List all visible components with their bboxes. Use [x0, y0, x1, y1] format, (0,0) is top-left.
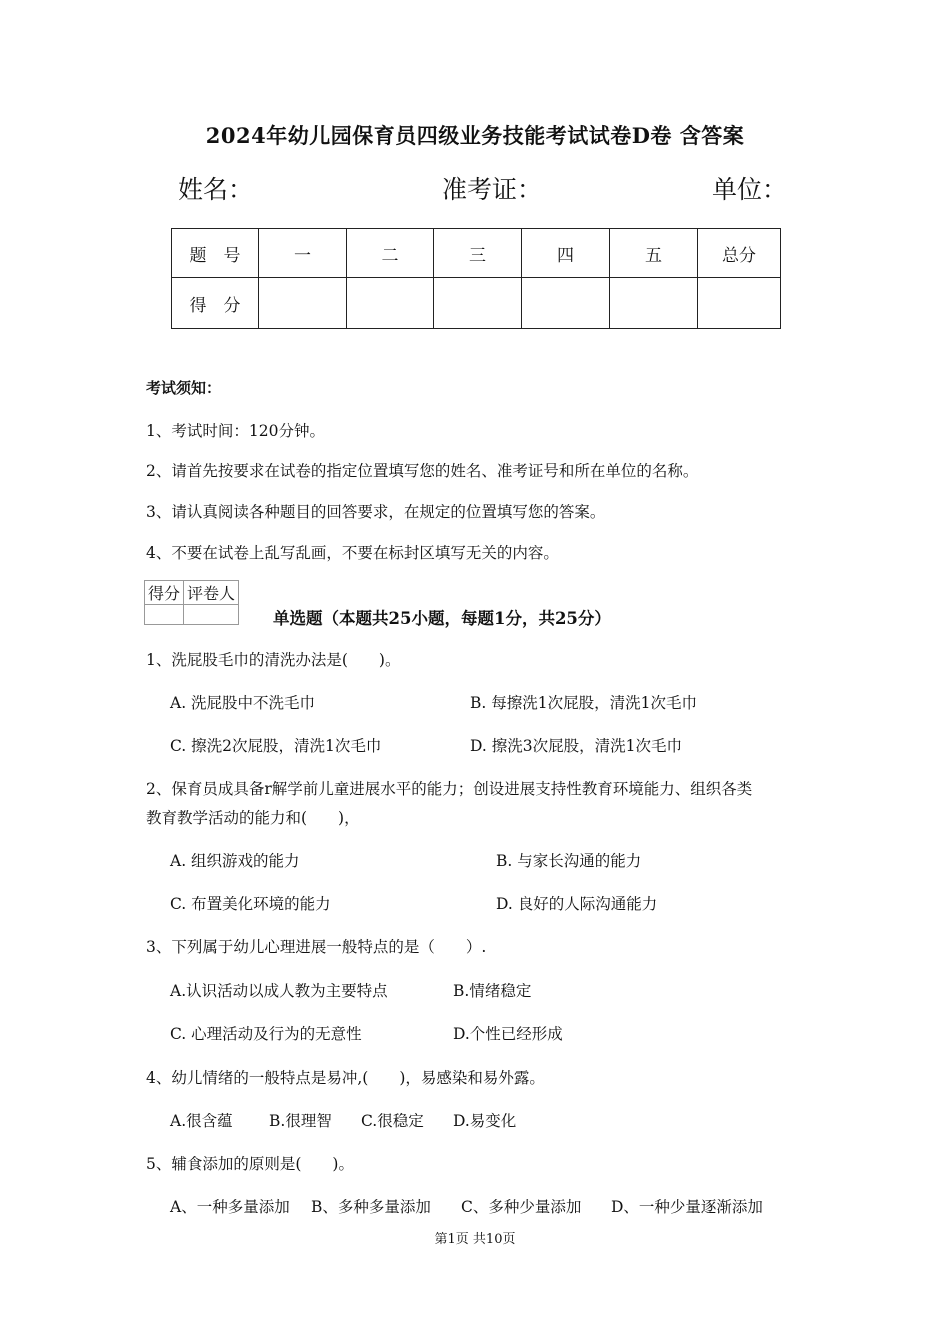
score-table-cell: 一 [259, 229, 347, 278]
option-d[interactable]: D.个性已经形成 [453, 1025, 563, 1043]
grader-box-grader-cell[interactable] [184, 605, 239, 625]
question-stem: 5、辅食添加的原则是( )。 [146, 1155, 354, 1173]
notice-item: 3、请认真阅读各种题目的回答要求，在规定的位置填写您的答案。 [146, 503, 606, 521]
option-d[interactable]: D.易变化 [453, 1112, 517, 1130]
question-stem-continued: 教育教学活动的能力和( )， [146, 809, 360, 827]
score-entry-cell[interactable] [259, 278, 347, 329]
name-field-label: 姓名： [178, 175, 254, 204]
score-table-cell: 五 [610, 229, 698, 278]
option-c[interactable]: C. 擦洗2次屁股，清洗1次毛巾 [170, 737, 382, 755]
score-entry-cell[interactable] [522, 278, 610, 329]
notice-item: 1、考试时间：120分钟。 [146, 422, 325, 440]
exam-id-field-label: 准考证： [442, 175, 543, 204]
score-table-score-row [172, 278, 781, 329]
grader-box-score-cell[interactable] [145, 605, 184, 625]
notice-heading: 考试须知： [146, 379, 222, 397]
option-d[interactable]: D. 良好的人际沟通能力 [496, 895, 658, 913]
option-b[interactable]: B. 每擦洗1次屁股，清洗1次毛巾 [470, 694, 697, 712]
option-b[interactable]: B.情绪稳定 [453, 982, 532, 1000]
score-entry-cell[interactable] [610, 278, 698, 329]
question-stem: 3、下列属于幼儿心理进展一般特点的是（ ）. [146, 938, 487, 956]
option-c[interactable]: C、多种少量添加 [461, 1198, 582, 1216]
option-d[interactable]: D. 擦洗3次屁股，清洗1次毛巾 [470, 737, 682, 755]
score-table-cell: 题 号 [172, 229, 259, 278]
option-c[interactable]: C. 心理活动及行为的无意性 [170, 1025, 362, 1043]
option-a[interactable]: A. 洗屁股中不洗毛巾 [170, 694, 316, 712]
grader-box [144, 580, 239, 625]
grader-box-score-label: 得分 [145, 581, 184, 605]
score-entry-cell[interactable] [698, 278, 781, 329]
option-a[interactable]: A.很含蕴 [170, 1112, 233, 1130]
score-table-cell: 总分 [698, 229, 781, 278]
question-stem: 2、保育员成具备r解学前儿童进展水平的能力；创设进展支持性教育环境能力、组织各类 [146, 780, 753, 798]
question-stem: 4、幼儿情绪的一般特点是易冲,( )，易感染和易外露。 [146, 1069, 545, 1087]
score-table-cell: 四 [522, 229, 610, 278]
score-table-cell: 三 [434, 229, 522, 278]
option-a[interactable]: A.认识活动以成人教为主要特点 [170, 982, 388, 1000]
notice-item: 4、不要在试卷上乱写乱画，不要在标封区填写无关的内容。 [146, 544, 559, 562]
score-table-header-row [172, 229, 781, 278]
unit-field-label: 单位： [712, 175, 788, 204]
exam-title: 2024年幼儿园保育员四级业务技能考试试卷D卷 含答案 [205, 123, 745, 148]
score-table-cell: 得 分 [172, 278, 259, 329]
score-entry-cell[interactable] [347, 278, 434, 329]
option-b[interactable]: B.很理智 [269, 1112, 332, 1130]
question-stem: 1、洗屁股毛巾的清洗办法是( )。 [146, 651, 401, 669]
score-entry-cell[interactable] [434, 278, 522, 329]
notice-item: 2、请首先按要求在试卷的指定位置填写您的姓名、准考证号和所在单位的名称。 [146, 462, 699, 480]
score-table [171, 228, 781, 329]
section-title: 单选题（本题共25小题，每题1分，共25分） [273, 609, 611, 628]
option-c[interactable]: C. 布置美化环境的能力 [170, 895, 331, 913]
page-footer: 第1页 共10页 [434, 1232, 516, 1247]
grader-box-grader-label: 评卷人 [184, 581, 239, 605]
option-c[interactable]: C.很稳定 [361, 1112, 424, 1130]
score-table-cell: 二 [347, 229, 434, 278]
option-d[interactable]: D、一种少量逐渐添加 [611, 1198, 763, 1216]
option-a[interactable]: A. 组织游戏的能力 [170, 852, 300, 870]
option-a[interactable]: A、一种多量添加 [170, 1198, 290, 1216]
option-b[interactable]: B、多种多量添加 [311, 1198, 431, 1216]
option-b[interactable]: B. 与家长沟通的能力 [496, 852, 642, 870]
